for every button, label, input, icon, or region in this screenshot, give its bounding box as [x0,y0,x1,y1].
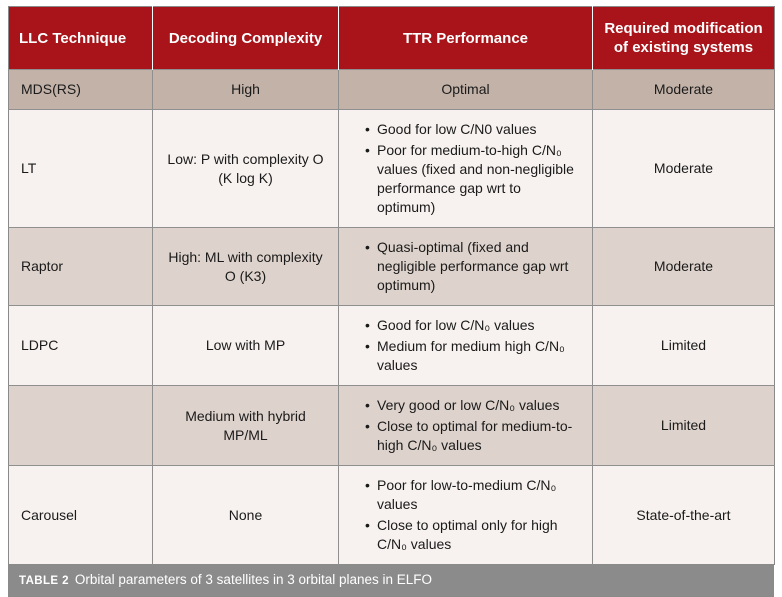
table-row [9,466,775,565]
cell-ttr [339,228,593,306]
ttr-bullet-list [351,476,580,554]
ttr-bullet-list [351,238,580,295]
ttr-bullet-list [351,396,580,455]
table-row [9,386,775,466]
table-row [9,110,775,228]
column-header-ttr-performance: TTR Performance [339,7,593,70]
ttr-bullet: • Poor for medium-to-high C/N₀ values (fixed and non-negligible performance gap wrt to optimum) [365,141,580,217]
column-header-required-modification: Required modification of existing systems [593,7,775,70]
cell-technique: LT [9,110,153,228]
cell-ttr [339,386,593,466]
ttr-bullet: • Close to optimal for medium-to-high C/N₀ values [365,417,580,455]
table-body [9,70,775,565]
cell-ttr [339,306,593,386]
cell-ttr [339,110,593,228]
ttr-bullet: • Close to optimal only for high C/N₀ values [365,516,580,554]
table-caption [8,565,774,597]
cell-modification: Limited [593,386,775,466]
table-row [9,70,775,110]
cell-modification: Limited [593,306,775,386]
cell-modification: Moderate [593,70,775,110]
ttr-bullet: • Good for low C/N0 values [365,120,580,139]
cell-complexity: Low: P with complexity O (K log K) [153,110,339,228]
cell-modification: Moderate [593,228,775,306]
cell-complexity: Medium with hybrid MP/ML [153,386,339,466]
cell-technique: Carousel [9,466,153,565]
ttr-bullet: • Very good or low C/N₀ values [365,396,580,415]
cell-modification: Moderate [593,110,775,228]
column-header-llc-technique: LLC Technique [9,7,153,70]
cell-technique: LDPC [9,306,153,386]
cell-complexity: None [153,466,339,565]
ttr-bullet-list [351,316,580,375]
table-caption-text: Orbital parameters of 3 satellites in 3 orbital planes in ELFO [74,572,433,587]
ttr-bullet-list [351,120,580,217]
ttr-bullet: • Good for low C/N₀ values [365,316,580,335]
cell-ttr: Optimal [339,70,593,110]
cell-ttr [339,466,593,565]
cell-technique: Raptor [9,228,153,306]
ttr-bullet: • Poor for low-to-medium C/N₀ values [365,476,580,514]
table-row [9,306,775,386]
table-caption-label: TABLE 2 [19,575,69,587]
ttr-bullet: • Medium for medium high C/N₀ values [365,337,580,375]
cell-complexity: High: ML with complexity O (K3) [153,228,339,306]
table-header-row [9,7,775,70]
cell-complexity: High [153,70,339,110]
cell-modification: State-of-the-art [593,466,775,565]
cell-technique [9,386,153,466]
table-row [9,228,775,306]
ttr-bullet: • Quasi-optimal (fixed and negligible performance gap wrt optimum) [365,238,580,295]
cell-complexity: Low with MP [153,306,339,386]
cell-technique: MDS(RS) [9,70,153,110]
llc-comparison-table [8,6,775,565]
table-header [9,7,775,70]
column-header-decoding-complexity: Decoding Complexity [153,7,339,70]
